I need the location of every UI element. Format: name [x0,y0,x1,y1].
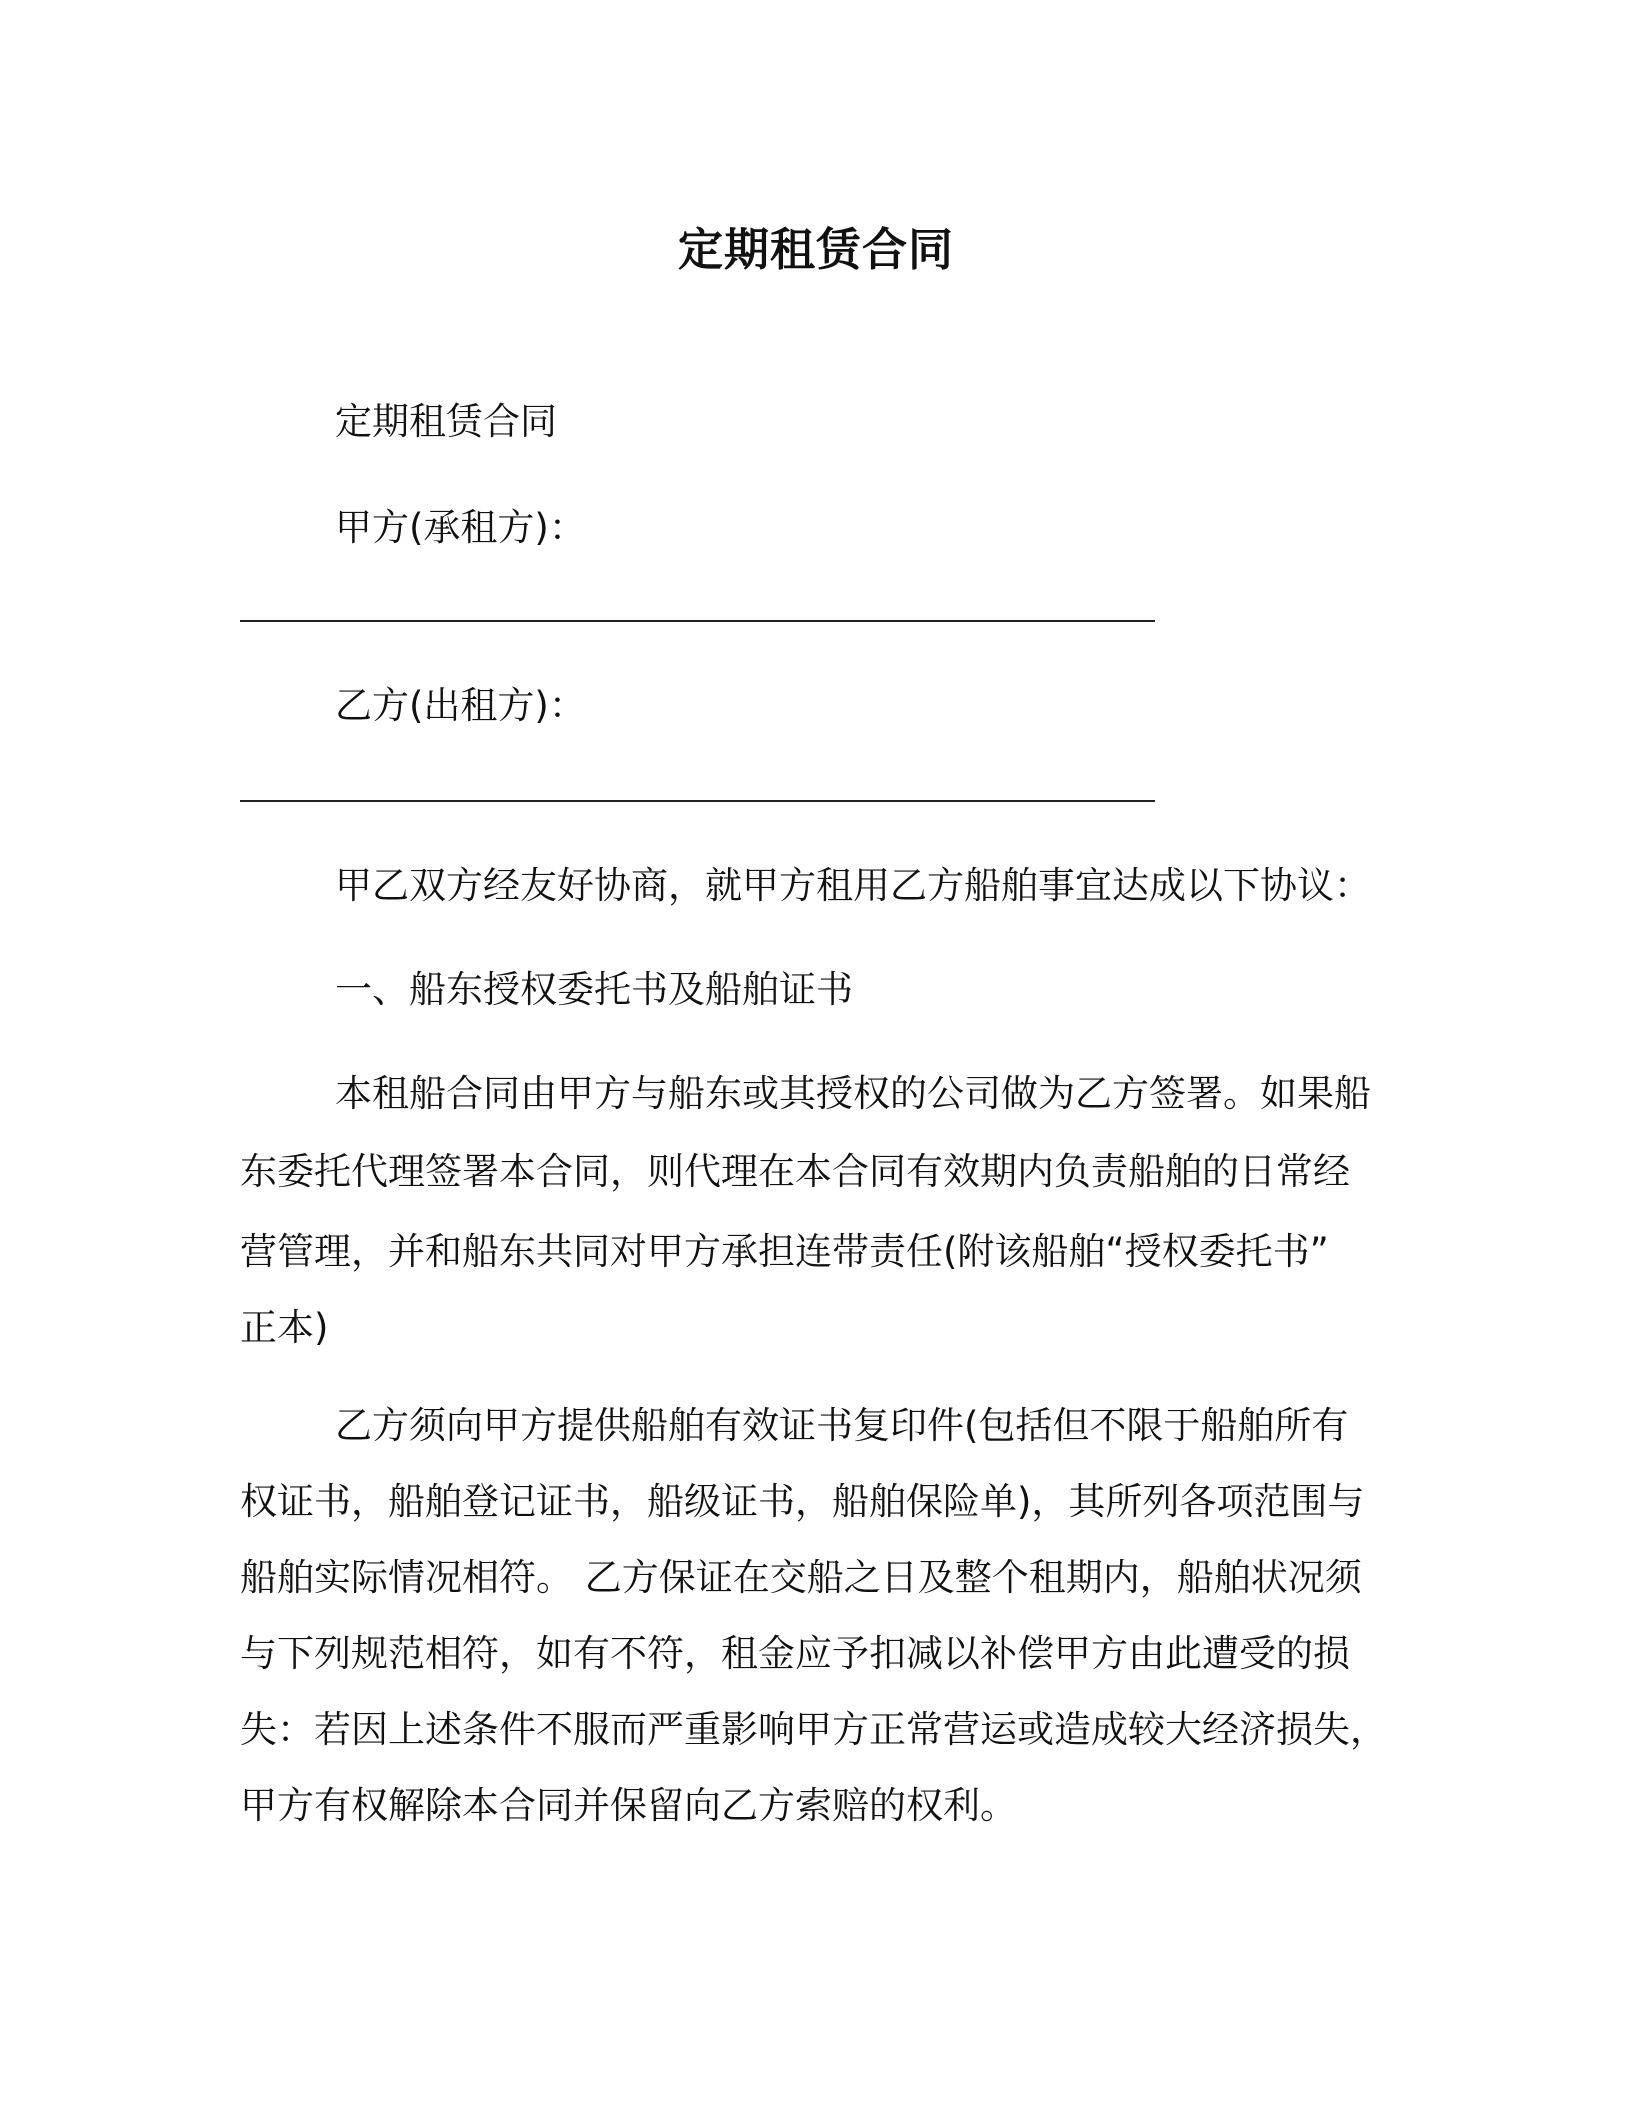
section-1-heading: 一、船东授权委托书及船舶证书 [335,968,853,1011]
para-2-line-3: 船舶实际情况相符。 乙方保证在交船之日及整个租期内，船舶状况须 [240,1556,1362,1599]
party-b-blank-line [240,800,1155,802]
para-2-line-2: 权证书，船舶登记证书，船级证书，船舶保险单)，其所列各项范围与 [240,1480,1365,1523]
document-subtitle: 定期租赁合同 [335,400,557,443]
party-a-label: 甲方(承租方)： [335,506,586,549]
para-1-line-3: 营管理，并和船东共同对甲方承担连带责任(附该船舶“授权委托书” [240,1230,1329,1273]
para-1-line-2: 东委托代理签署本合同，则代理在本合同有效期内负责船舶的日常经 [240,1150,1350,1193]
party-a-blank-line [240,620,1155,622]
para-2-line-5: 失：若因上述条件不服而严重影响甲方正常营运或造成较大经济损失， [240,1708,1387,1751]
para-2-line-6: 甲方有权解除本合同并保留向乙方索赔的权利。 [240,1784,1017,1827]
para-1-line-1: 本租船合同由甲方与船东或其授权的公司做为乙方签署。如果船 [335,1072,1371,1115]
document-title: 定期租赁合同 [677,223,954,276]
intro-paragraph: 甲乙双方经友好协商，就甲方租用乙方船舶事宜达成以下协议： [335,864,1371,907]
para-2-line-4: 与下列规范相符，如有不符，租金应予扣减以补偿甲方由此遭受的损 [240,1632,1350,1675]
para-2-line-1: 乙方须向甲方提供船舶有效证书复印件(包括但不限于船舶所有 [335,1404,1349,1447]
party-b-label: 乙方(出租方)： [335,684,586,727]
para-1-line-4: 正本) [240,1306,329,1349]
